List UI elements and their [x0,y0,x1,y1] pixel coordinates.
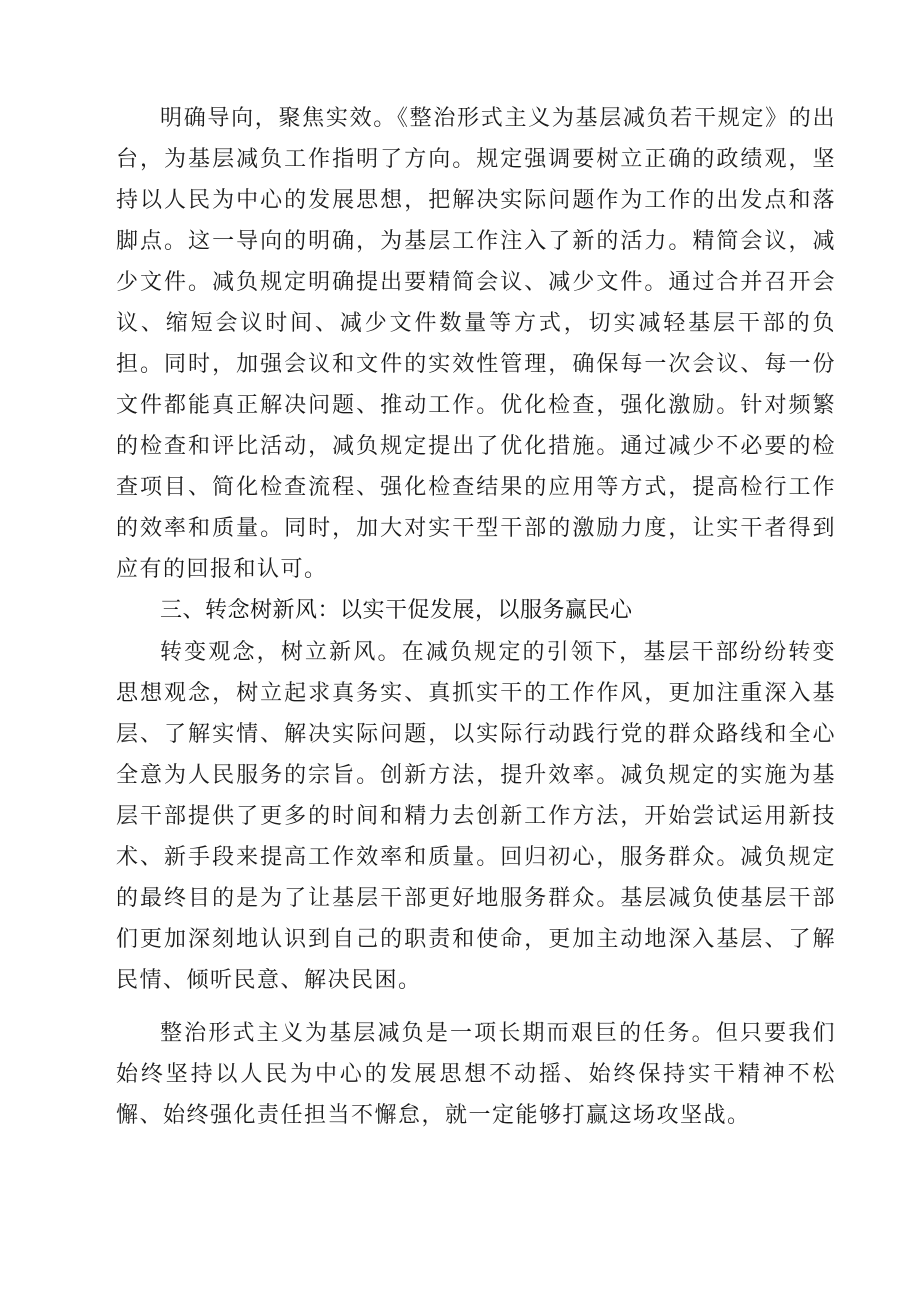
paragraph-new-style: 转变观念，树立新风。在减负规定的引领下，基层干部纷纷转变思想观念，树立起求真务实、真抓实干的工作作风，更加注重深入基层、了解实情、解决实际问题，以实际行动践行党的群众路线和全心全意为人民服务的宗旨。创新方法，提升效率。减负规定的实施为基层干部提供了更多的时间和精力去创新工作方法，开始尝试运用新技术、新手段来提高工作效率和质量。回归初心，服务群众。减负规定的最终目的是为了让基层干部更好地服务群众。基层减负使基层干部们更加深刻地认识到自己的职责和使命，更加主动地深入基层、了解民情、倾听民意、解决民困。 [116,640,836,993]
document-body [116,98,836,1136]
section-heading-three: 三、转念树新风：以实干促发展，以服务赢民心 [160,598,633,623]
paragraph-guidance: 明确导向，聚焦实效。《整治形式主义为基层减负若干规定》的出台，为基层减负工作指明了方向。规定强调要树立正确的政绩观，坚持以人民为中心的发展思想，把解决实际问题作为工作的出发点和落脚点。这一导向的明确，为基层工作注入了新的活力。精简会议，减少文件。减负规定明确提出要精简会议、减少文件。通过合并召开会议、缩短会议时间、减少文件数量等方式，切实减轻基层干部的负担。同时，加强会议和文件的实效性管理，确保每一次会议、每一份文件都能真正解决问题、推动工作。优化检查，强化激励。针对频繁的检查和评比活动，减负规定提出了优化措施。通过减少不必要的检查项目、简化检查流程、强化检查结果的应用等方式，提高检行工作的效率和质量。同时，加大对实干型干部的激励力度，让实干者得到应有的回报和认可。 [116,106,836,582]
paragraph-conclusion: 整治形式主义为基层减负是一项长期而艰巨的任务。但只要我们始终坚持以人民为中心的发展思想不动摇、始终保持实干精神不松懈、始终强化责任担当不懈怠，就一定能够打赢这场攻坚战。 [116,1021,836,1128]
paragraph-spacer [116,1001,836,1013]
